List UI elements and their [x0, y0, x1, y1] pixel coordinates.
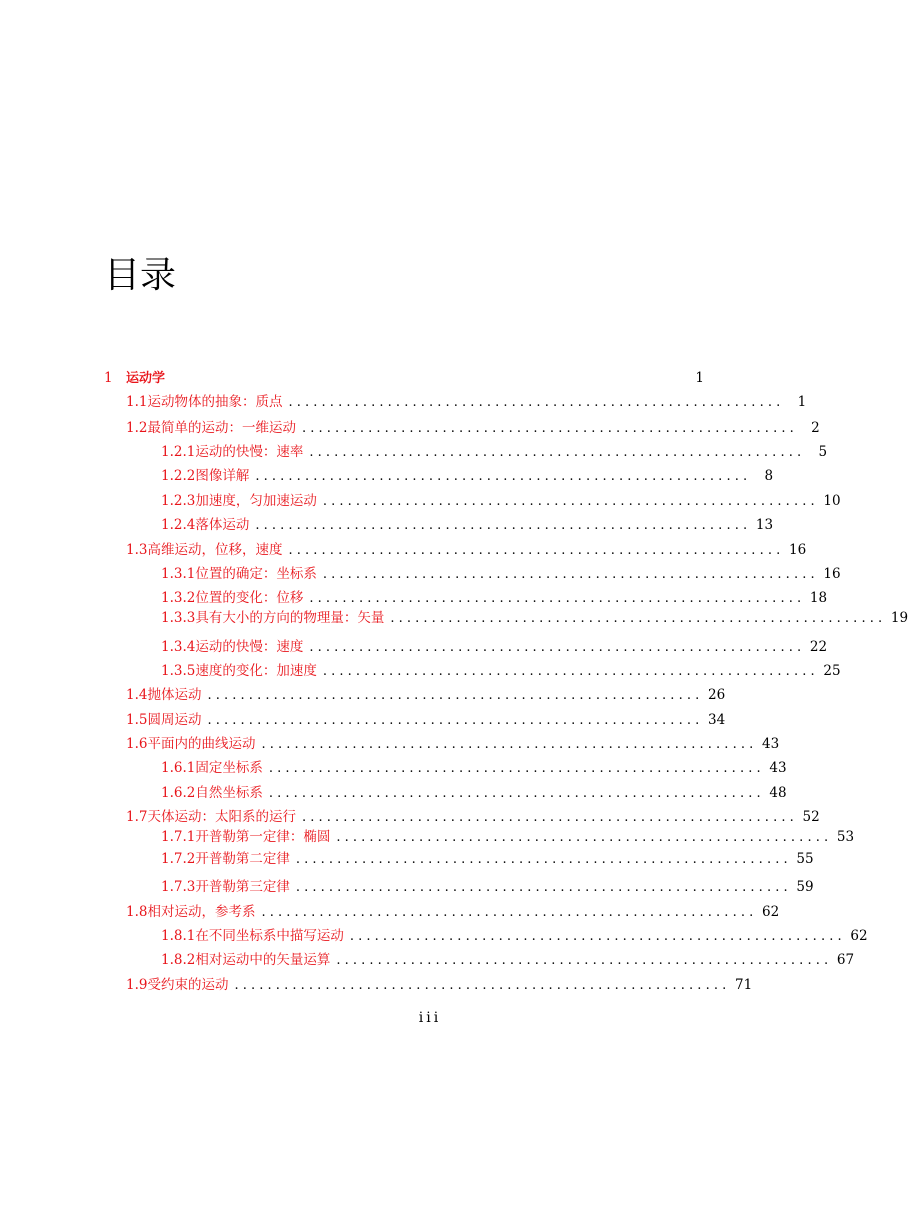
toc-entry-title: 抛体运动 — [147, 687, 202, 703]
toc-page-number: 67 — [836, 952, 855, 968]
toc-entry-number: 1.2 — [126, 420, 148, 436]
toc-subsection[interactable] — [161, 950, 855, 970]
toc-entry-number: 1.2.3 — [161, 493, 196, 509]
toc-page-number: 10 — [823, 493, 841, 509]
toc-dot-leader: . . . . . . . . . . . . . . . . . . . . . . . . . . . . . . . . . . . . . . . . . . . . . . . . . . . . . . . . . . . . — [255, 469, 748, 484]
toc-page-number: 34 — [708, 712, 726, 728]
toc-entry-number: 1.1 — [126, 394, 148, 410]
toc-dot-leader: . . . . . . . . . . . . . . . . . . . . . . . . . . . . . . . . . . . . . . . . . . . . . . . . . . . . . . . . . . . . — [309, 640, 802, 655]
toc-section[interactable] — [126, 685, 726, 705]
toc-entry-title: 高维运动，位移，速度 — [147, 542, 283, 558]
toc-page-number: 18 — [809, 590, 828, 606]
toc-entry-title: 运动的快慢：速率 — [195, 444, 304, 460]
toc-entry-number: 1 — [104, 370, 113, 386]
toc-section[interactable] — [126, 975, 753, 995]
toc-subsection[interactable] — [161, 491, 841, 511]
toc-page-number: 55 — [796, 851, 814, 867]
toc-entry-title: 运动的快慢：速度 — [195, 639, 304, 655]
toc-entry-title: 图像详解 — [195, 468, 250, 484]
toc-entry-title: 开普勒第二定律 — [195, 851, 290, 867]
toc-page-number: 25 — [823, 663, 841, 679]
toc-subsection[interactable] — [161, 608, 908, 628]
toc-page-number: 62 — [762, 904, 780, 920]
toc-page-number: 13 — [755, 517, 774, 533]
toc-page-number: 1 — [797, 394, 807, 410]
toc-entry-number: 1.7 — [126, 809, 148, 825]
toc-page-number: 26 — [708, 687, 726, 703]
toc-entry-title: 加速度，匀加速运动 — [195, 493, 317, 509]
toc-entry-number: 1.8.2 — [161, 952, 196, 968]
toc-entry-number: 1.6.1 — [161, 760, 196, 776]
toc-dot-leader: . . . . . . . . . . . . . . . . . . . . . . . . . . . . . . . . . . . . . . . . . . . . . . . . . . . . . . . . . . . . — [261, 737, 754, 752]
toc-entry-title: 具有大小的方向的物理量：矢量 — [195, 610, 385, 626]
toc-section[interactable] — [126, 902, 780, 922]
toc-page-number: 8 — [764, 468, 774, 484]
toc-page-number: 22 — [809, 639, 828, 655]
toc-page-number: 2 — [811, 420, 820, 436]
toc-entry-title: 相对运动，参考系 — [147, 904, 256, 920]
page-title: 目录 — [104, 255, 177, 296]
toc-subsection[interactable] — [161, 661, 841, 681]
toc-entry-title: 平面内的曲线运动 — [147, 736, 256, 752]
toc-subsection[interactable] — [161, 637, 828, 657]
toc-dot-leader: . . . . . . . . . . . . . . . . . . . . . . . . . . . . . . . . . . . . . . . . . . . . . . . . . . . . . . . . . . . . — [207, 713, 700, 728]
toc-page-number: 1 — [695, 370, 704, 386]
toc-entry-title: 天体运动：太阳系的运行 — [147, 809, 296, 825]
toc-entry-title: 运动物体的抽象：质点 — [147, 394, 283, 410]
toc-dot-leader: . . . . . . . . . . . . . . . . . . . . . . . . . . . . . . . . . . . . . . . . . . . . . . . . . . . . . . . . . . . . — [288, 395, 781, 410]
toc-dot-leader: . . . . . . . . . . . . . . . . . . . . . . . . . . . . . . . . . . . . . . . . . . . . . . . . . . . . . . . . . . . . — [207, 688, 700, 703]
toc-subsection[interactable] — [161, 849, 814, 869]
toc-page-number: 43 — [769, 760, 787, 776]
toc-page-number: 59 — [796, 879, 814, 895]
toc-entry-title: 开普勒第一定律：椭圆 — [195, 829, 331, 845]
toc-entry-number: 1.6.2 — [161, 785, 196, 801]
toc-page-number: 48 — [769, 785, 787, 801]
toc-subsection[interactable] — [161, 783, 787, 803]
toc-entry-number: 1.7.1 — [161, 829, 196, 845]
toc-entry-number: 1.3.2 — [161, 590, 196, 606]
toc-page-number: 16 — [789, 542, 807, 558]
toc-entry-title: 受约束的运动 — [147, 977, 229, 993]
toc-entry-title: 运动学 — [126, 371, 166, 386]
toc-page-number: 16 — [823, 566, 841, 582]
toc-dot-leader: . . . . . . . . . . . . . . . . . . . . . . . . . . . . . . . . . . . . . . . . . . . . . . . . . . . . . . . . . . . . — [261, 905, 754, 920]
toc-dot-leader: . . . . . . . . . . . . . . . . . . . . . . . . . . . . . . . . . . . . . . . . . . . . . . . . . . . . . . . . . . . . — [309, 591, 802, 606]
toc-subsection[interactable] — [161, 588, 828, 608]
toc-dot-leader: . . . . . . . . . . . . . . . . . . . . . . . . . . . . . . . . . . . . . . . . . . . . . . . . . . . . . . . . . . . . — [322, 567, 815, 582]
toc-entry-title: 最简单的运动：一维运动 — [147, 420, 296, 436]
toc-chapter[interactable] — [104, 368, 704, 388]
toc-entry-title: 相对运动中的矢量运算 — [195, 952, 331, 968]
toc-entry-title: 在不同坐标系中描写运动 — [195, 928, 344, 944]
toc-page-number: 62 — [850, 928, 868, 944]
toc-entry-title: 固定坐标系 — [195, 760, 263, 776]
toc-subsection[interactable] — [161, 827, 855, 847]
toc-dot-leader: . . . . . . . . . . . . . . . . . . . . . . . . . . . . . . . . . . . . . . . . . . . . . . . . . . . . . . . . . . . . — [336, 953, 829, 968]
toc-entry-number: 1.2.1 — [161, 444, 196, 460]
toc-dot-leader: . . . . . . . . . . . . . . . . . . . . . . . . . . . . . . . . . . . . . . . . . . . . . . . . . . . . . . . . . . . . — [390, 611, 883, 626]
toc-entry-number: 1.8 — [126, 904, 148, 920]
toc-section[interactable] — [126, 807, 820, 827]
toc-dot-leader: . . . . . . . . . . . . . . . . . . . . . . . . . . . . . . . . . . . . . . . . . . . . . . . . . . . . . . . . . . . . — [295, 852, 788, 867]
toc-entry-number: 1.3.1 — [161, 566, 196, 582]
toc-entry-title: 速度的变化：加速度 — [195, 663, 317, 679]
toc-subsection[interactable] — [161, 442, 828, 462]
toc-section[interactable] — [126, 734, 780, 754]
toc-entry-title: 开普勒第三定律 — [195, 879, 290, 895]
toc-entry-number: 1.5 — [126, 712, 148, 728]
toc-entry-number: 1.2.2 — [161, 468, 196, 484]
toc-subsection[interactable] — [161, 564, 841, 584]
toc-entry-number: 1.8.1 — [161, 928, 196, 944]
toc-subsection[interactable] — [161, 926, 868, 946]
toc-page-number: 53 — [836, 829, 855, 845]
toc-dot-leader: . . . . . . . . . . . . . . . . . . . . . . . . . . . . . . . . . . . . . . . . . . . . . . . . . . . . . . . . . . . . — [336, 830, 829, 845]
toc-page-number: 5 — [818, 444, 828, 460]
toc-page-number: 19 — [890, 610, 908, 626]
toc-subsection[interactable] — [161, 466, 774, 486]
toc-page-number: 43 — [762, 736, 780, 752]
toc-entry-number: 1.3.4 — [161, 639, 196, 655]
toc-entry-title: 位置的确定：坐标系 — [195, 566, 317, 582]
toc-entry-number: 1.3 — [126, 542, 148, 558]
toc-dot-leader: . . . . . . . . . . . . . . . . . . . . . . . . . . . . . . . . . . . . . . . . . . . . . . . . . . . . . . . . . . . . — [268, 761, 761, 776]
toc-dot-leader: . . . . . . . . . . . . . . . . . . . . . . . . . . . . . . . . . . . . . . . . . . . . . . . . . . . . . . . . . . . . — [295, 880, 788, 895]
toc-entry-title: 自然坐标系 — [195, 785, 263, 801]
toc-entry-number: 1.4 — [126, 687, 148, 703]
toc-dot-leader: . . . . . . . . . . . . . . . . . . . . . . . . . . . . . . . . . . . . . . . . . . . . . . . . . . . . . . . . . . . . — [255, 518, 748, 533]
toc-subsection[interactable] — [161, 515, 774, 535]
toc-dot-leader: . . . . . . . . . . . . . . . . . . . . . . . . . . . . . . . . . . . . . . . . . . . . . . . . . . . . . . . . . . . . — [349, 929, 842, 944]
toc-section[interactable] — [126, 710, 726, 730]
toc-section[interactable] — [126, 392, 807, 412]
toc-dot-leader: . . . . . . . . . . . . . . . . . . . . . . . . . . . . . . . . . . . . . . . . . . . . . . . . . . . . . . . . . . . . — [322, 664, 815, 679]
toc-dot-leader: . . . . . . . . . . . . . . . . . . . . . . . . . . . . . . . . . . . . . . . . . . . . . . . . . . . . . . . . . . . . — [288, 543, 781, 558]
toc-dot-leader: . . . . . . . . . . . . . . . . . . . . . . . . . . . . . . . . . . . . . . . . . . . . . . . . . . . . . . . . . . . . — [301, 421, 794, 436]
toc-section[interactable] — [126, 540, 807, 560]
toc-entry-title: 圆周运动 — [147, 712, 202, 728]
toc-dot-leader: . . . . . . . . . . . . . . . . . . . . . . . . . . . . . . . . . . . . . . . . . . . . . . . . . . . . . . . . . . . . — [268, 786, 761, 801]
toc-entry-number: 1.9 — [126, 977, 148, 993]
toc-dot-leader: . . . . . . . . . . . . . . . . . . . . . . . . . . . . . . . . . . . . . . . . . . . . . . . . . . . . . . . . . . . . — [322, 494, 815, 509]
page-number: iii — [418, 1010, 442, 1026]
toc-subsection[interactable] — [161, 877, 814, 897]
toc-section[interactable] — [126, 418, 820, 438]
toc-page-number: 71 — [735, 977, 753, 993]
toc-dot-leader: . . . . . . . . . . . . . . . . . . . . . . . . . . . . . . . . . . . . . . . . . . . . . . . . . . . . . . . . . . . . — [309, 445, 802, 460]
toc-dot-leader: . . . . . . . . . . . . . . . . . . . . . . . . . . . . . . . . . . . . . . . . . . . . . . . . . . . . . . . . . . . . — [234, 978, 727, 993]
toc-entry-number: 1.3.5 — [161, 663, 196, 679]
toc-entry-number: 1.7.2 — [161, 851, 196, 867]
toc-subsection[interactable] — [161, 758, 787, 778]
toc-entry-title: 位置的变化：位移 — [195, 590, 304, 606]
toc-entry-number: 1.7.3 — [161, 879, 196, 895]
toc-dot-leader: . . . . . . . . . . . . . . . . . . . . . . . . . . . . . . . . . . . . . . . . . . . . . . . . . . . . . . . . . . . . — [301, 810, 794, 825]
toc-entry-title: 落体运动 — [195, 517, 250, 533]
toc-page-number: 52 — [802, 809, 820, 825]
toc-entry-number: 1.6 — [126, 736, 148, 752]
toc-entry-number: 1.3.3 — [161, 610, 196, 626]
toc-entry-number: 1.2.4 — [161, 517, 196, 533]
